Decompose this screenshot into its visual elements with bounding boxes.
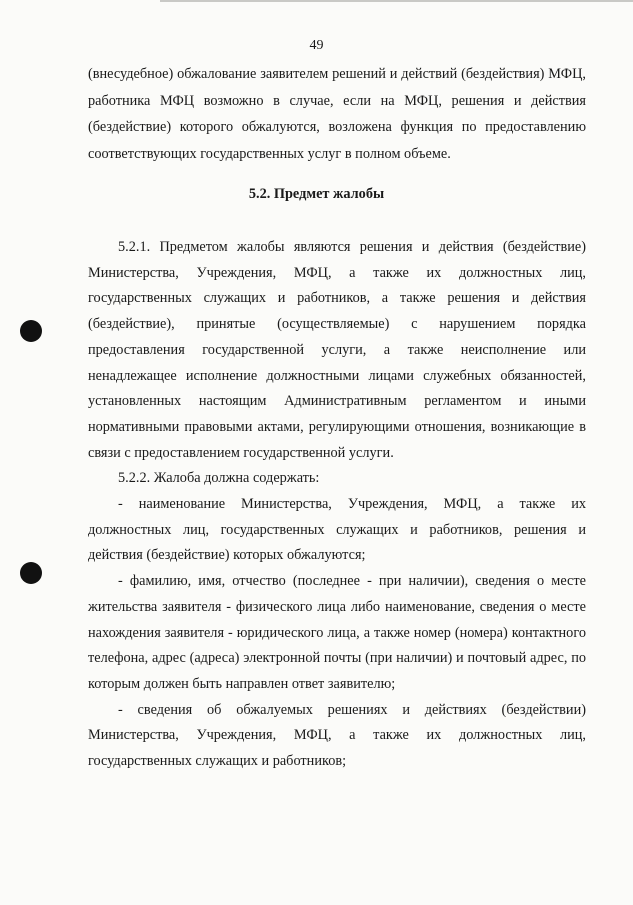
list-item-name: - наименование Министерства, Учреждения, МФЦ, а также их должностных лиц, государственных служащих и работников, решения и действия (бездействие) которых обжалуются; — [88, 496, 586, 564]
paragraph-5-2-1: 5.2.1. Предметом жалобы являются решения и действия (бездействие) Министерства, Учреждения, МФЦ, а также их должностных лиц, государственных служащих и работников, а также решения и действия (бездействие), принятые (осуществляемые) с нарушением порядка предоставления государственной услуги, а также неисполнение или ненадлежащее исполнение должностными лицами служебных обязанностей, установленных настоящим Административным регламентом и иными нормативными правовыми актами, регулирующими отношения, возникающие в связи с предоставлением государственной услуги. — [88, 239, 586, 461]
list-item-applicant: - фамилию, имя, отчество (последнее - при наличии), сведения о месте жительства заявителя - физического лица либо наименование, сведения о месте нахождения заявителя - юридического лица, а также номер (номера) контактного телефона, адрес (адреса) электронной почты (при наличии) и почтовый адрес, по которым должен быть направлен ответ заявителю; — [88, 573, 586, 692]
list-item-decisions: - сведения об обжалуемых решениях и действиях (бездействии) Министерства, Учреждения, МФЦ, а также их должностных лиц, государственных служащих и работников; — [88, 701, 586, 770]
text-block-main — [88, 235, 586, 775]
section-title: 5.2. Предмет жалобы — [248, 186, 385, 202]
paragraph-5-2-2: 5.2.2. Жалоба должна содержать: — [118, 470, 320, 487]
scan-edge — [160, 0, 633, 2]
punch-hole — [20, 320, 42, 342]
paragraph: (внесудебное) обжалование заявителем решений и действий (бездействия) МФЦ, работника МФЦ возможно в случае, если на МФЦ, решения и действия (бездействие) которого обжалуются, возложена функция по предоставлению соответствующих государственных услуг в полном объеме. — [88, 66, 586, 162]
text-block-top — [88, 61, 586, 167]
punch-hole — [20, 562, 42, 584]
page-number: 49 — [309, 38, 324, 53]
